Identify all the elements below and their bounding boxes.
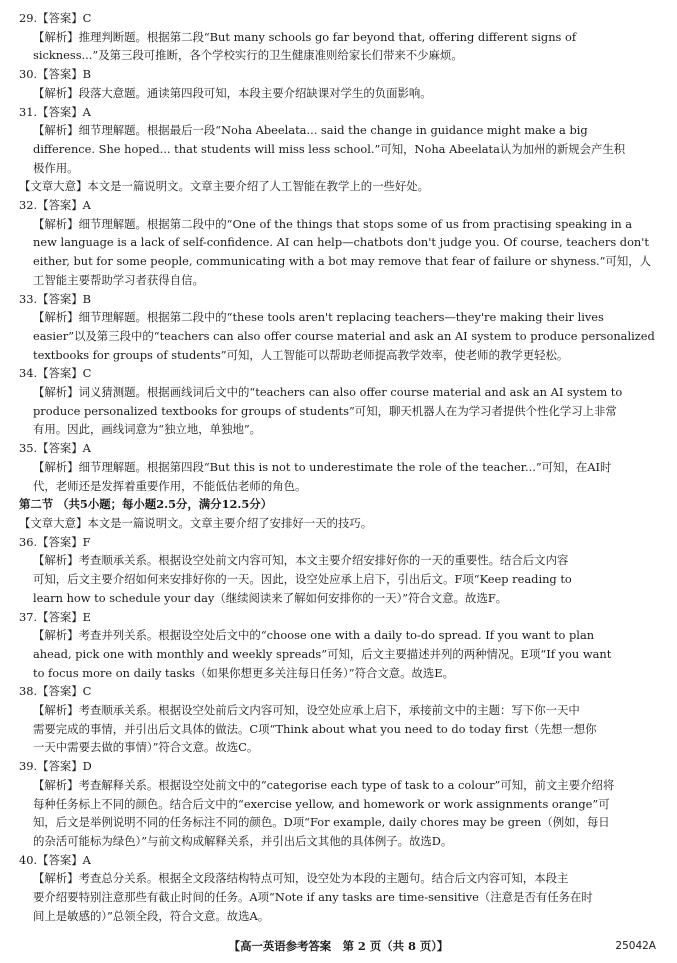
text-line: 要介绍要特别注意那些有截止时间的任务。A项“Note if any tasks are time-sensitive（注意是否有任务在时 <box>33 890 593 905</box>
text-line: textbooks for groups of students”可知，人工智能可以帮助老师提高教学效率，使老师的教学更轻松。 <box>33 347 569 362</box>
text-line: 工智能主要帮助学习者获得自信。 <box>33 272 204 287</box>
text-line: 【解析】段落大意题。通读第四段可知，本段主要介绍缺课对学生的负面影响。 <box>33 85 432 100</box>
text-line: 每种任务标上不同的颜色。结合后文中的“exercise yellow, and homework or work assignments orange”可 <box>33 796 610 811</box>
text-line: 一天中需要去做的事情）”符合文意。故选C。 <box>33 740 259 755</box>
text-line: 29.【答案】C <box>19 11 92 25</box>
text-line: 代，老师还是发挥着重要作用，不能低估老师的角色。 <box>33 478 307 493</box>
text-line: 33.【答案】B <box>19 291 92 306</box>
answer-key-content <box>19 9 659 925</box>
footer-doc-code: 25042A <box>615 940 656 952</box>
text-line: 【解析】细节理解题。根据最后一段“Noha Abeelata... said the change in guidance might make a big <box>33 123 588 138</box>
text-line: 【解析】考查顺承关系。根据设空处前后文内容可知，设空处应承上启下，承接前文中的主题：写下你一天中 <box>33 703 580 718</box>
text-line: 39.【答案】D <box>19 759 92 774</box>
text-line: 30.【答案】B <box>19 67 92 82</box>
text-line: 可知，后文主要介绍如何来安排好你的一天。因此，设空处应承上启下，引出后文。F项“Keep reading to <box>33 572 572 587</box>
text-line: 需要完成的事情，并引出后文具体的做法。C项“Think about what you need to do today first（先想一想你 <box>33 721 597 736</box>
text-line: 【解析】考查解释关系。根据设空处前文中的“categorise each type of task to a colour”可知，前文主要介绍将 <box>33 777 615 792</box>
text-line: difference. She hoped... that students will miss less school.”可知，Noha Abeelata认为加州的新规会产生积 <box>33 141 626 156</box>
text-line: 【解析】考查并列关系。根据设空处后文中的“choose one with a daily to-do spread. If you want to plan <box>33 628 595 643</box>
text-line: new language is a lack of self-confidence. AI can help—chatbots don't judge you. Of course, teachers don't <box>33 235 649 250</box>
text-line: 36.【答案】F <box>19 534 91 549</box>
text-line: 【解析】细节理解题。根据第二段中的“these tools aren't replacing teachers—they're making their lives <box>33 310 604 325</box>
text-line: 32.【答案】A <box>19 198 91 213</box>
text-line: 37.【答案】E <box>19 609 91 624</box>
text-line: 34.【答案】C <box>19 366 92 381</box>
text-line: 有用。因此，画线词意为“独立地，单独地”。 <box>33 422 262 437</box>
footer-page-info: 【高一英语参考答案 第 2 页（共 8 页）】 <box>228 939 449 953</box>
text-line: 知，后文是举例说明不同的任务标注不同的颜色。D项“For example, daily chores may be green（例如，每日 <box>33 815 610 830</box>
text-line: 【解析】细节理解题。根据第二段中的“One of the things that stops some of us from practising speaking in a <box>33 216 633 231</box>
text-line: 31.【答案】A <box>19 104 91 119</box>
text-line: learn how to schedule your day（继续阅读来了解如何安排你的一天）”符合文意。故选F。 <box>33 590 508 605</box>
text-line: 的杂活可能标为绿色）”与前文构成解释关系，并引出后文其他的具体例子。故选D。 <box>33 833 453 848</box>
text-line: to focus more on daily tasks（如果你想更多关注每日任务）”符合文意。故选E。 <box>33 665 455 680</box>
text-line: 35.【答案】A <box>19 441 91 456</box>
text-line: 38.【答案】C <box>19 684 92 699</box>
text-line: sickness...”及第三段可推断，各个学校实行的卫生健康准则给家长们带来不少麻烦。 <box>33 48 463 63</box>
text-line: 【解析】细节理解题。根据第四段“But this is not to underestimate the role of the teacher...”可知，在AI时 <box>33 459 612 474</box>
text-line: either, but for some people, communicating with a bot may remove that fear of failure or shyness.”可知，人 <box>33 254 652 269</box>
text-line: 间上是敏感的）”总领全段，符合文意。故选A。 <box>33 908 270 923</box>
text-line: 40.【答案】A <box>19 852 91 867</box>
page-footer <box>0 937 677 955</box>
text-line: 【解析】词义猜测题。根据画线词后文中的“teachers can also offer course material and ask an AI system to <box>33 385 623 400</box>
text-line: easier”以及第三段中的“teachers can also offer course material and ask an AI system to produce personalized <box>33 328 655 343</box>
text-line: 【解析】考查顺承关系。根据设空处前文内容可知，本文主要介绍安排好你的一天的重要性。结合后文内容 <box>33 553 569 568</box>
text-line: 【解析】考查总分关系。根据全文段落结构特点可知，设空处为本段的主题句。结合后文内容可知，本段主 <box>33 871 569 886</box>
text-line: produce personalized textbooks for groups of students”可知，聊天机器人在为学习者提供个性化学习上非常 <box>33 403 617 418</box>
text-line: 【文章大意】本文是一篇说明文。文章主要介绍了安排好一天的技巧。 <box>19 515 373 530</box>
text-line: ahead, pick one with monthly and weekly spreads”可知，后文主要描述并列的两种情况。E项“If you want <box>33 646 612 661</box>
text-line: 极作用。 <box>33 160 79 175</box>
text-line: 第二节 （共5小题；每小题2.5分，满分12.5分） <box>19 497 273 512</box>
text-line: 【解析】推理判断题。根据第二段“But many schools go far beyond that, offering different signs of <box>33 29 577 44</box>
text-line: 【文章大意】本文是一篇说明文。文章主要介绍了人工智能在教学上的一些好处。 <box>19 179 430 194</box>
